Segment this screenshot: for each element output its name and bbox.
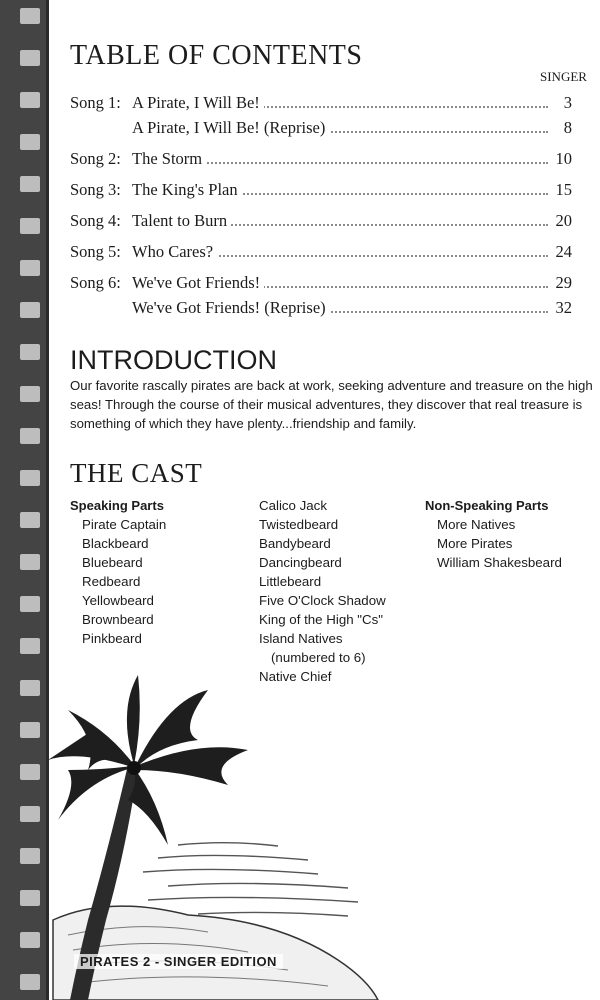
palm-fronds — [48, 675, 248, 845]
toc-song-number: Song 6: — [70, 273, 121, 292]
cast-name: Bluebeard — [82, 555, 143, 570]
sprocket-hole — [20, 806, 40, 822]
toc-song-title: We've Got Friends! (Reprise) — [132, 298, 330, 318]
sprocket-hole — [20, 8, 40, 24]
toc-page-number: 10 — [552, 149, 573, 169]
speaking-parts-heading: Speaking Parts — [70, 498, 164, 513]
sea-lines — [143, 843, 358, 916]
sprocket-hole — [20, 890, 40, 906]
cast-name: Bandybeard — [259, 536, 331, 551]
toc-song-title: Talent to Burn — [132, 211, 231, 231]
cast-name: More Natives — [437, 517, 516, 532]
sprocket-hole — [20, 638, 40, 654]
sprocket-hole — [20, 932, 40, 948]
sprocket-hole — [20, 680, 40, 696]
toc-page-number: 29 — [552, 273, 573, 293]
cast-name: William Shakesbeard — [437, 555, 562, 570]
sprocket-hole — [20, 512, 40, 528]
toc-song-number: Song 5: — [70, 242, 121, 261]
cast-name: King of the High "Cs" — [259, 612, 384, 627]
toc-entry[interactable] — [70, 211, 572, 235]
toc-page-number: 3 — [560, 93, 572, 113]
footer-edition-label: PIRATES 2 - SINGER EDITION — [74, 954, 283, 969]
non-speaking-parts-heading: Non-Speaking Parts — [425, 498, 549, 513]
toc-page-number: 24 — [552, 242, 573, 262]
coconut-cluster — [127, 761, 141, 775]
toc-entry[interactable] — [70, 180, 572, 204]
cast-note: (numbered to 6) — [271, 650, 366, 665]
sprocket-hole — [20, 764, 40, 780]
sprocket-hole — [20, 176, 40, 192]
cast-name: Native Chief — [259, 669, 332, 684]
toc-entry[interactable] — [70, 118, 572, 142]
toc-song-title: Who Cares? — [132, 242, 217, 262]
sprocket-hole — [20, 50, 40, 66]
non-speaking-parts-column — [425, 496, 562, 572]
toc-page-number: 15 — [552, 180, 573, 200]
toc-heading: TABLE OF CONTENTS — [70, 40, 363, 71]
toc-entry[interactable] — [70, 149, 572, 173]
toc-song-title: A Pirate, I Will Be! — [132, 93, 264, 113]
sprocket-hole — [20, 554, 40, 570]
sprocket-hole — [20, 470, 40, 486]
toc-song-title: A Pirate, I Will Be! (Reprise) — [132, 118, 329, 138]
introduction-heading: INTRODUCTION — [70, 345, 277, 375]
sprocket-hole — [20, 386, 40, 402]
toc-entry[interactable] — [70, 93, 572, 117]
toc-page-number: 32 — [552, 298, 573, 318]
toc-column-label: SINGER — [540, 69, 587, 84]
cast-name: Pirate Captain — [82, 517, 167, 532]
sprocket-hole — [20, 302, 40, 318]
cast-name: Redbeard — [82, 574, 141, 589]
toc-song-title: We've Got Friends! — [132, 273, 264, 293]
sprocket-hole — [20, 218, 40, 234]
toc-song-number: Song 1: — [70, 93, 121, 112]
toc-song-title: The Storm — [132, 149, 206, 169]
cast-name: Island Natives — [259, 631, 343, 646]
sprocket-hole — [20, 596, 40, 612]
palm-tree-illustration — [48, 670, 388, 1000]
cast-name: Brownbeard — [82, 612, 154, 627]
introduction-text: Our favorite rascally pirates are back at work, seeking adventure and treasure on the high seas! Through the course of their musical adventures, they discover that real treasure is something of which they have plenty...friendship and family. — [70, 378, 593, 431]
cast-name: Twistedbeard — [259, 517, 339, 532]
toc-page-number: 8 — [560, 118, 572, 138]
cast-name: Pinkbeard — [82, 631, 142, 646]
sprocket-hole — [20, 848, 40, 864]
sprocket-hole — [20, 134, 40, 150]
cast-heading: THE CAST — [70, 458, 203, 488]
cast-name: Calico Jack — [259, 498, 327, 513]
sprocket-hole — [20, 974, 40, 990]
cast-name: More Pirates — [437, 536, 513, 551]
cast-name: Blackbeard — [82, 536, 149, 551]
toc-entry[interactable] — [70, 242, 572, 266]
cast-name: Littlebeard — [259, 574, 322, 589]
sprocket-hole — [20, 344, 40, 360]
cast-name: Five O'Clock Shadow — [259, 593, 386, 608]
toc-song-number: Song 4: — [70, 211, 121, 230]
toc-song-title: The King's Plan — [132, 180, 242, 200]
toc-song-number: Song 3: — [70, 180, 121, 199]
toc-entry[interactable] — [70, 273, 572, 297]
sprocket-hole — [20, 92, 40, 108]
filmstrip-border — [0, 0, 48, 1000]
sprocket-hole — [20, 428, 40, 444]
cast-middle-column — [259, 496, 386, 686]
speaking-parts-column — [70, 496, 166, 648]
cast-name: Dancingbeard — [259, 555, 342, 570]
sprocket-hole — [20, 722, 40, 738]
toc-song-number: Song 2: — [70, 149, 121, 168]
sprocket-hole — [20, 260, 40, 276]
cast-name: Yellowbeard — [82, 593, 154, 608]
toc-page-number: 20 — [552, 211, 573, 231]
toc-entry[interactable] — [70, 298, 572, 322]
